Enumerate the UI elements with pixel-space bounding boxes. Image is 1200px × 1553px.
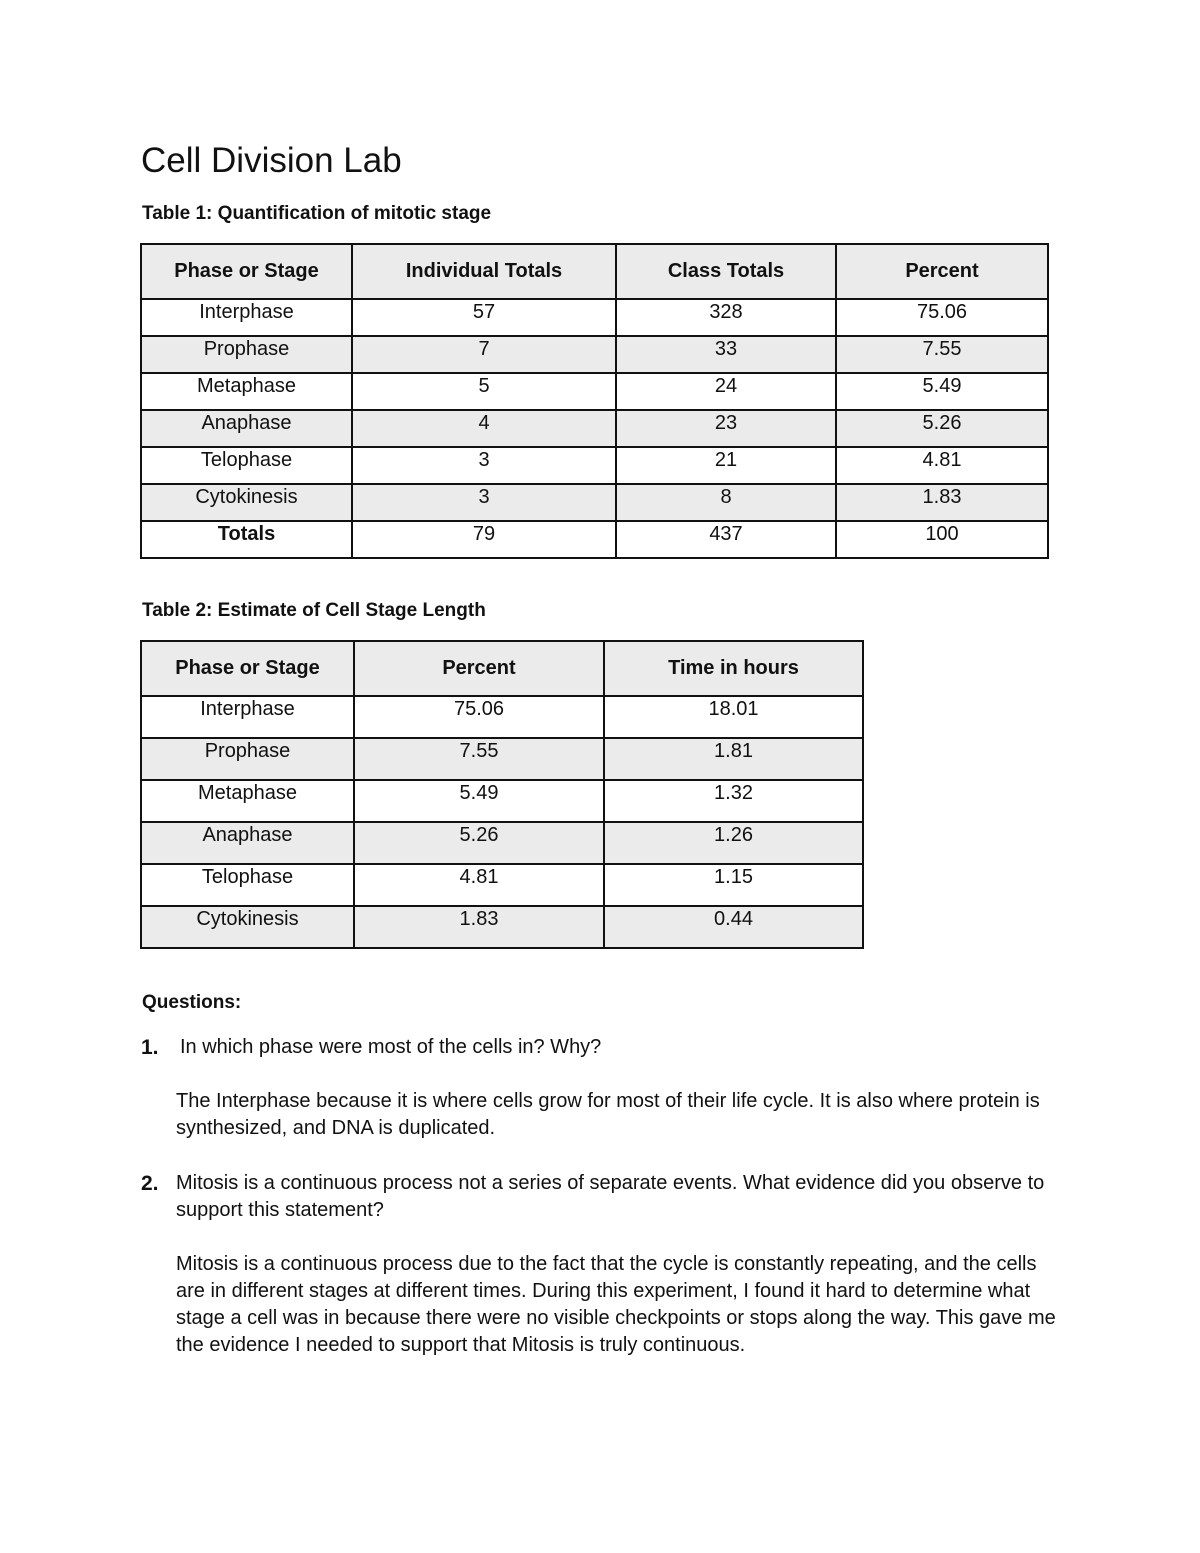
table-cell: 5.26	[354, 822, 604, 864]
table-cell: 75.06	[836, 299, 1048, 336]
table-cell: 3	[352, 484, 616, 521]
table-cell: 24	[616, 373, 836, 410]
table-cell: Metaphase	[141, 780, 354, 822]
table-cell: 437	[616, 521, 836, 558]
table-cell: 7.55	[354, 738, 604, 780]
column-header: Time in hours	[604, 641, 863, 696]
table-cell: Cytokinesis	[141, 906, 354, 948]
table-cell: 7.55	[836, 336, 1048, 373]
table-cell: Cytokinesis	[141, 484, 352, 521]
table-cell: 8	[616, 484, 836, 521]
answer-text: The Interphase because it is where cells grow for most of their life cycle. It is also where protein is synthesized, and DNA is duplicated.	[176, 1090, 1040, 1139]
answer-text: Mitosis is a continuous process due to the fact that the cycle is constantly repeating, and the cells are in different stages at different times. During this experiment, I found it hard to determine what stage a cell was in because there were no visible checkpoints or stops along the way. This gave me the evidence I needed to support that Mitosis is truly continuous.	[176, 1253, 1056, 1356]
table-cell: Interphase	[141, 696, 354, 738]
table-cell: 18.01	[604, 696, 863, 738]
table-cell: 5	[352, 373, 616, 410]
table-cell: 57	[352, 299, 616, 336]
table-row	[141, 780, 863, 822]
table-cell: 0.44	[604, 906, 863, 948]
table-cell: 1.81	[604, 738, 863, 780]
table-row	[141, 447, 1048, 484]
table-cell: 100	[836, 521, 1048, 558]
table-row	[141, 864, 863, 906]
table-cell: Anaphase	[141, 822, 354, 864]
table-cell: Prophase	[141, 336, 352, 373]
table-cell: 23	[616, 410, 836, 447]
table-cell: Interphase	[141, 299, 352, 336]
column-header: Class Totals	[616, 244, 836, 299]
table2-caption: Table 2: Estimate of Cell Stage Length	[142, 600, 486, 621]
table-cell: Telophase	[141, 864, 354, 906]
table-row	[141, 738, 863, 780]
table-header-row	[141, 244, 1048, 299]
table-cell: 7	[352, 336, 616, 373]
page-title: Cell Division Lab	[141, 141, 402, 180]
question-number: 2.	[141, 1172, 159, 1195]
table-cell: 5.49	[354, 780, 604, 822]
table-cell: Totals	[141, 521, 352, 558]
table-cell: 1.15	[604, 864, 863, 906]
table-cell: 328	[616, 299, 836, 336]
table-cell: 1.83	[354, 906, 604, 948]
table-totals-row	[141, 521, 1048, 558]
mitotic-stage-table	[140, 243, 1049, 559]
column-header: Percent	[836, 244, 1048, 299]
table-row	[141, 373, 1048, 410]
table-cell: 21	[616, 447, 836, 484]
table-header-row	[141, 641, 863, 696]
table-row	[141, 696, 863, 738]
question-text: In which phase were most of the cells in? Why?	[180, 1036, 602, 1058]
table-cell: 5.49	[836, 373, 1048, 410]
table-cell: Metaphase	[141, 373, 352, 410]
table-cell: Prophase	[141, 738, 354, 780]
table-row	[141, 822, 863, 864]
table-cell: 4.81	[354, 864, 604, 906]
table-row	[141, 484, 1048, 521]
table-cell: Anaphase	[141, 410, 352, 447]
column-header: Phase or Stage	[141, 641, 354, 696]
table-cell: 1.32	[604, 780, 863, 822]
column-header: Percent	[354, 641, 604, 696]
table-cell: 79	[352, 521, 616, 558]
table-row	[141, 299, 1048, 336]
column-header: Individual Totals	[352, 244, 616, 299]
table-cell: 1.26	[604, 822, 863, 864]
table-cell: 33	[616, 336, 836, 373]
question-text: Mitosis is a continuous process not a series of separate events. What evidence did you observe to support this statement?	[176, 1172, 1045, 1221]
table-row	[141, 336, 1048, 373]
table-cell: 75.06	[354, 696, 604, 738]
questions-heading: Questions:	[142, 992, 242, 1013]
column-header: Phase or Stage	[141, 244, 352, 299]
question-number: 1.	[141, 1036, 159, 1059]
table-cell: 1.83	[836, 484, 1048, 521]
table-cell: 3	[352, 447, 616, 484]
table-cell: 5.26	[836, 410, 1048, 447]
table-row	[141, 410, 1048, 447]
table-cell: 4.81	[836, 447, 1048, 484]
table-row	[141, 906, 863, 948]
table-cell: 4	[352, 410, 616, 447]
stage-length-table	[140, 640, 864, 949]
table1-caption: Table 1: Quantification of mitotic stage	[142, 203, 492, 224]
table-cell: Telophase	[141, 447, 352, 484]
